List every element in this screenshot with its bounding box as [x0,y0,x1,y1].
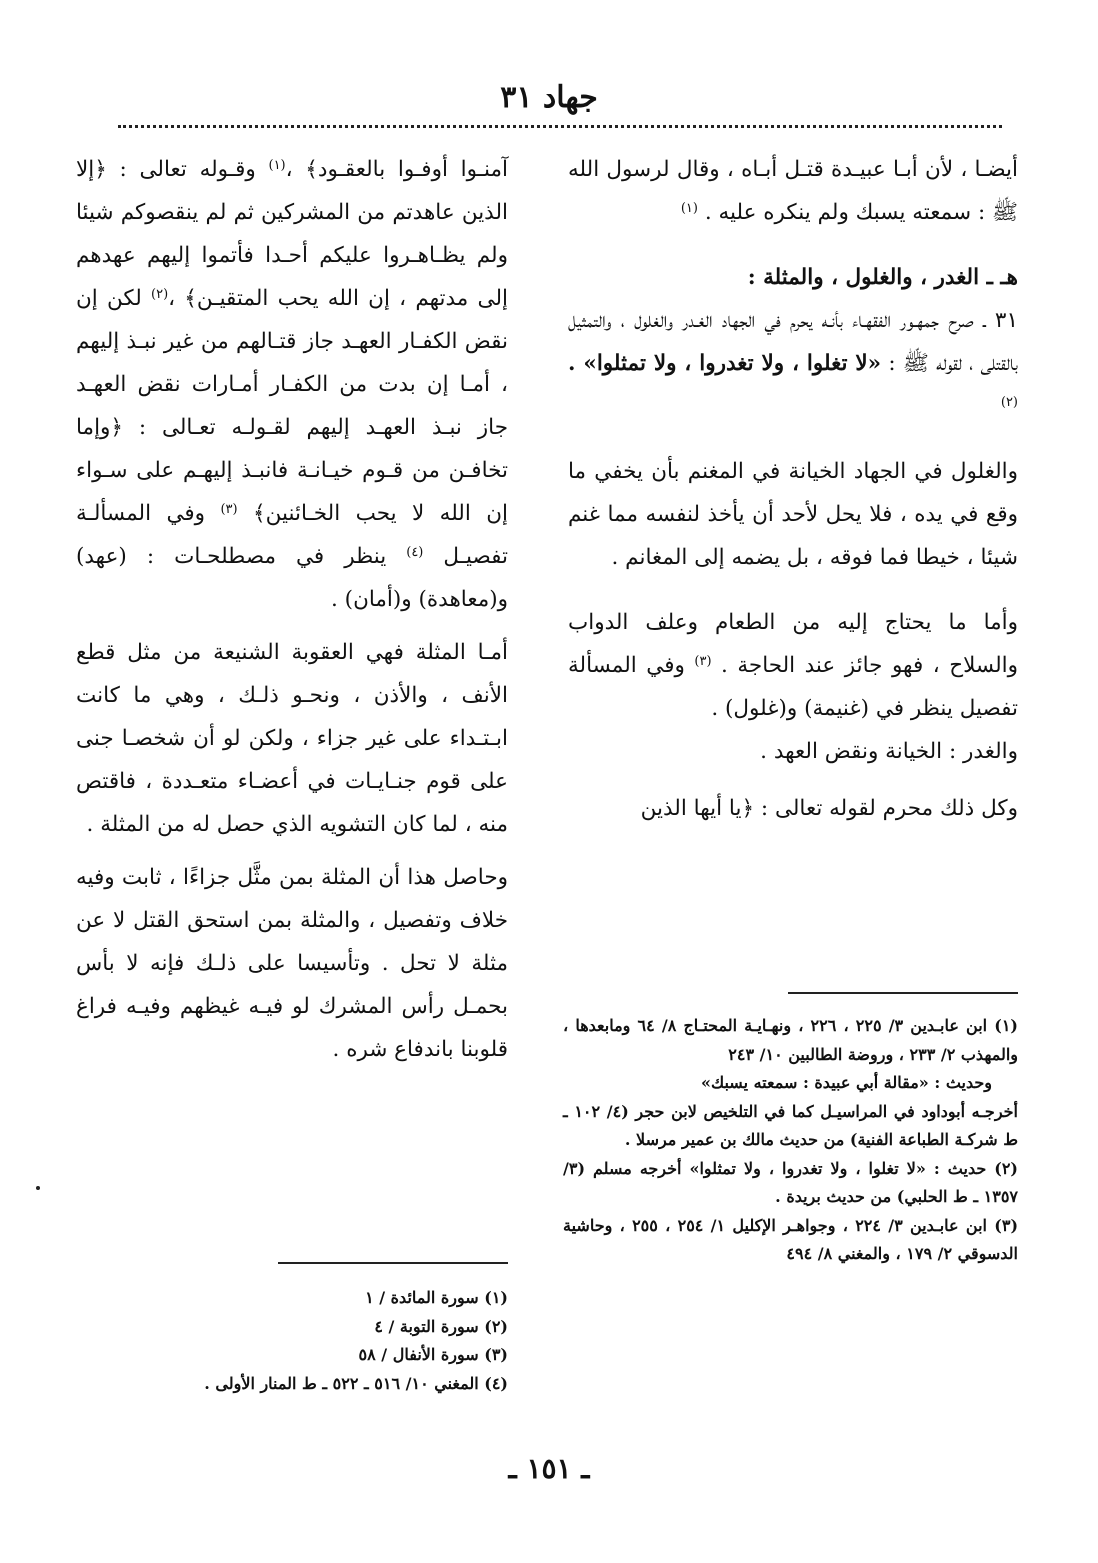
footnote-ref: (١) [680,201,698,216]
footnote: (٢) حديث : «لا تغلوا ، ولا تغدروا ، ولا تمثلوا» أخرجه مسلم (٣/ ١٣٥٧ ـ ط الحلبي) من حديث بريدة . [563,1158,1018,1206]
footnotes-left [88,1284,508,1398]
footnote: (٤) المغني ١٠/ ٥١٦ ـ ٥٢٢ ـ ط المنار الأولى . [204,1373,508,1393]
paragraph: ٣١ ـ صرح جمهـور الفقهـاء بأنـه يحرم في الجهاد الغـدر والغلول ، والتمثيل بالقتلى ، لقوله ﷺ : «لا تغلوا ، ولا تغدروا ، ولا تمثلوا» . $^{(٢)}$ [568,308,1019,410]
footnote-hadith: وحديث : «مقالة أبي عبيدة : سمعته يسبك» [700,1073,992,1092]
running-head: جهاد ٣١ [500,80,598,115]
paragraph: وأما ما يحتاج إليه من الطعام وعلف الدواب والسلاح ، فهو جائز عند الحاجة . $^{(٣)}$ وفي المسألة تفصيل ينظر في (غنيمة) و(غلول) . [568,610,1018,721]
paragraph: أيضـا ، لأن أبـا عبيـدة قتـل أبـاه ، وقال لرسول الله ﷺ : سمعته يسبك ولم ينكره عليه . $^{(١)}$ [568,157,1018,225]
section-heading: هـ ـ الغدر ، والغلول ، والمثلة : [747,265,1018,290]
footnote-rule [788,992,1018,994]
paragraph: وحاصل هذا أن المثلة بمن مثَّل جزاءًا ، ثابت وفيه خلاف وتفصيل ، والمثلة بمن استحق القتل لا عن مثلة لا تحل . وتأسيسا على ذلـك فإنه لا بأس بحمـل رأس المشرك لو فيـه غيظهم وفيـه فراغ قلوبنا باندفاع شره . [76,865,508,1062]
hadith-quote: «لا تغلوا ، ولا تغدروا ، ولا تمثلوا» . [568,351,882,376]
paragraph: والغلول في الجهاد الخيانة في المغنم بأن يخفي ما وقع في يده ، فلا يحل لأحد أن يأخذ لنفسه مما غنم شيئا ، خيطا فما فوقه ، بل يضمه إلى المغانم . [568,459,1018,570]
footnote-ref: (٢) [1000,395,1018,410]
footnote-rule [278,1262,508,1264]
footnote-ref: (١) [268,158,286,173]
footnote-ref: (٤) [406,545,424,560]
right-column [568,148,1018,830]
margin-mark [36,1186,40,1190]
footnote-ref: (٣) [694,654,712,669]
paragraph: والغدر : الخيانة ونقض العهد . [760,739,1018,764]
footnote-ref: (٣) [220,502,238,517]
page-number: ـ ١٥١ ـ [508,1452,590,1485]
footnote-takhrij: أخرجـه أبوداود في المراسيـل كما في التلخيص لابن حجر (٤/ ١٠٢ ـ ط شركـة الطباعة الفنية) من حديث مالك بن عمير مرسلا . [563,1101,1018,1149]
header-dotted-rule [118,125,1002,128]
paragraph: وكل ذلك محرم لقوله تعالى : ﴿يا أيها الذين [640,796,1018,821]
footnote: (٢) سورة التوبة / ٤ [374,1316,508,1336]
footnote: (٣) ابن عابـدين ٣/ ٢٢٤ ، وجواهـر الإكليل ١/ ٢٥٤ ، ٢٥٥ ، وحاشية الدسوقي ٢/ ١٧٩ ، والمغني ٨/ ٤٩٤ [563,1215,1019,1263]
paragraph: أمـا المثلة فهي العقوبة الشنيعة من مثل قطع الأنف ، والأذن ، ونحـو ذلـك ، وهي ما كانت ابـتـداء على غير جزاء ، ولكن لو أن شخصـا جنى على قوم جنـايـات في أعضـاء متعـددة ، فاقتص منه ، لما كان التشويه الذي حصل له من المثلة . [76,640,508,837]
footnote: (٣) سورة الأنفال / ٥٨ [358,1345,508,1364]
paragraph: آمنـوا أوفـوا بالعقـود﴾ ،$^{(١)}$ وقـوله تعالى : ﴿إلا الذين عاهدتم من المشركين ثم لم ينقصوكم شيئا ولم يظـاهـروا عليكم أحـدا فأتموا إليهم عهدهم إلى مدتهم ، إن الله يحب المتقيـن﴾ ،$^{(٢)}$ لكن إن نقض الكفـار العهـد جاز قتـالهم من غير نبـذ إليهم ، أمـا إن بدت من الكفـار أمـارات نقض العهـد جاز نبـذ العهـد إليهم لقـولـه تعـالى : ﴿وإما تخافـن من قـوم خيـانـة فانبـذ إليهـم على سـواء إن الله لا يحب الخـائنين﴾ $^{(٣)}$ وفي المسألـة تفصيـل $^{(٤)}$ ينظر في مصطلحـات : (عهد) و(معاهدة) و(أمان) . [76,157,509,612]
left-column [76,148,508,1071]
footnote: (١) ابن عابـدين ٣/ ٢٢٥ ، ٢٢٦ ، ونهـايـة المحتـاج ٨/ ٦٤ ومابعدها ، والمهذب ٢/ ٢٣٣ ، وروضة الطالبين ١٠/ ٢٤٣ [563,1016,1018,1064]
footnote-ref: (٢) [151,287,169,302]
footnote: (١) سورة المائدة / ١ [365,1288,508,1307]
footnotes-right [563,1012,1018,1269]
